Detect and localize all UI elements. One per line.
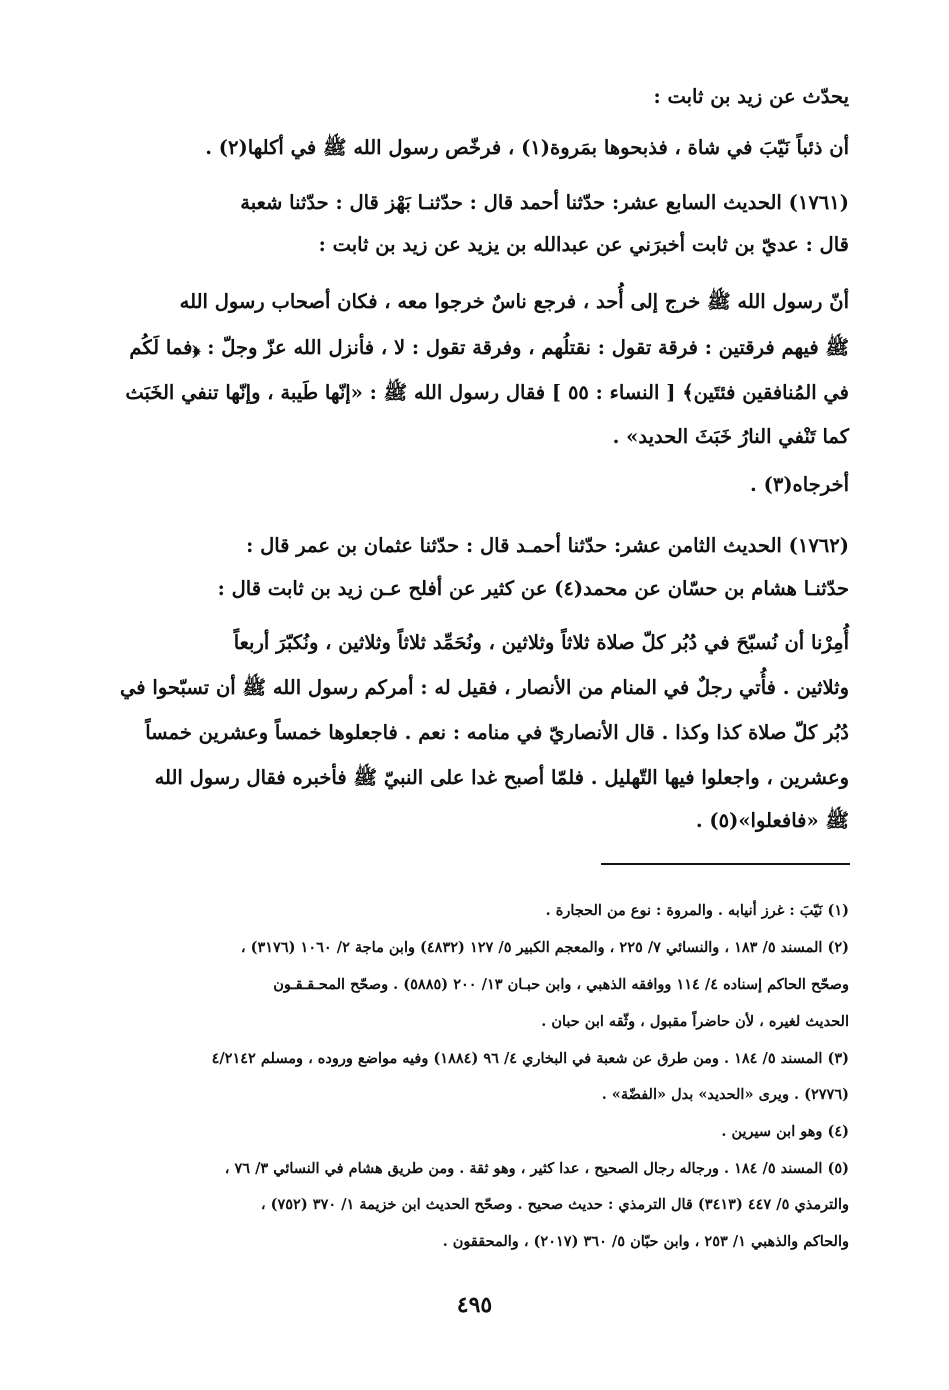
hadith-number: (١٧٦١) bbox=[788, 191, 849, 214]
hadith-1761-matn: في المُنافقين فئتَين﴾ [ النساء : ٥٥ ] فقال رسول الله ﷺ : «إنّها طَيبة ، وإنّها تنفي الخَبَث bbox=[125, 381, 849, 404]
hadith-1762-matn: وعشرين ، واجعلوا فيها التّهليل . فلمّا أصبح غدا على النبيّ ﷺ فأخبره فقال رسول الله bbox=[154, 766, 849, 789]
footnote-separator bbox=[601, 863, 850, 865]
hadith-1762-matn: ﷺ «فافعلوا»(٥) . bbox=[695, 809, 849, 832]
hadith-1760-text: أن ذئباً نَيّبَ في شاة ، فذبحوها بمَروة(١) ، فرخّص رسول الله ﷺ في أكلها(٢) . bbox=[205, 136, 849, 159]
hadith-1761-heading bbox=[240, 188, 849, 218]
hadith-1762-matn: أُمِرْنا أن نُسبّحَ في دُبُر كلّ صلاة ثلاثاً وثلاثين ، ونُحَمِّد ثلاثاً وثلاثين ، ونُكبّرَ أربعاً bbox=[233, 631, 849, 654]
isnad-text: حدّثنا أحمد قال : حدّثنـا بَهْز قال : حدّثنا شعبة bbox=[240, 191, 606, 214]
footnote-line: وصحّح الحاكم إسناده ٤/ ١١٤ ووافقه الذهبي ، وابن حبـان ١٣/ ٢٠٠ (٥٨٨٥) . وصحّح المحـقـقـون bbox=[273, 976, 849, 993]
hadith-1761-matn: كما تَنْفي النارُ خَبَثَ الحديد» . bbox=[612, 425, 849, 448]
hadith-1761-isnad: قال : عديّ بن ثابت أخبرَني عن عبدالله بن يزيد عن زيد بن ثابت : bbox=[318, 233, 849, 256]
hadith-title: الحديث السابع عشر: bbox=[612, 191, 782, 214]
hadith-title: الحديث الثامن عشر: bbox=[614, 534, 782, 557]
hadith-1761-takhrij: أخرجاه(٣) . bbox=[750, 473, 849, 496]
hadith-1762-matn: وثلاثين . فأُتي رجلٌ في المنام من الأنصار ، فقيل له : أمركم رسول الله ﷺ أن تسبّحوا في bbox=[120, 676, 849, 699]
hadith-1762-isnad: حدّثنـا هشام بن حسّان عن محمد(٤) عن كثير عن أفلح عـن زيد بن ثابت قال : bbox=[217, 577, 849, 600]
page-number: ٤٩٥ bbox=[456, 1292, 493, 1318]
hadith-number: (١٧٦٢) bbox=[788, 534, 849, 557]
hadith-1762-heading bbox=[246, 531, 849, 561]
isnad-text: حدّثنا أحمـد قال : حدّثنا عثمان بن عمر قال : bbox=[246, 534, 608, 557]
hadith-1762-matn: دُبُر كلّ صلاة كذا وكذا . قال الأنصاريّ في منامه : نعم . فاجعلوها خمساً وعشرين خمساً bbox=[145, 721, 849, 744]
footnote-line: (٢٧٧٦) . ويرى «الحديد» بدل «الفضّة» . bbox=[601, 1086, 849, 1103]
footnote-line: (٢) المسند ٥/ ١٨٣ ، والنسائي ٧/ ٢٢٥ ، والمعجم الكبير ٥/ ١٢٧ (٤٨٣٢) وابن ماجة ٢/ ١٠٦٠ (٣١٧٦) ، bbox=[240, 939, 849, 956]
hadith-1761-matn: ﷺ فيهم فرقتين : فرقة تقول : نقتلُهم ، وفرقة تقول : لا ، فأنزل الله عزّ وجلّ : ﴿فما لَكُم bbox=[129, 336, 849, 359]
footnote-line: (١) نَيّبَ : غرز أنيابه . والمروة : نوع من الحجارة . bbox=[545, 902, 849, 919]
footnote-line: (٥) المسند ٥/ ١٨٤ . ورجاله رجال الصحيح ، عدا كثير ، وهو ثقة . ومن طريق هشام في النسائي ٣/ ٧٦ ، bbox=[224, 1160, 849, 1177]
hadith-1761-matn: أنّ رسول الله ﷺ خرج إلى أُحد ، فرجع ناسٌ خرجوا معه ، فكان أصحاب رسول الله bbox=[179, 290, 849, 313]
intro-line: يحدّث عن زيد بن ثابت : bbox=[653, 85, 849, 108]
footnote-line: والترمذي ٥/ ٤٤٧ (٣٤١٣) قال الترمذي : حديث صحيح . وصحّح الحديث ابن خزيمة ١/ ٣٧٠ (٧٥٢) ، bbox=[260, 1196, 849, 1213]
footnote-line: (٣) المسند ٥/ ١٨٤ . ومن طرق عن شعبة في البخاري ٤/ ٩٦ (١٨٨٤) وفيه مواضع وروده ، ومسلم ٤/٢١٤٢ bbox=[211, 1050, 849, 1067]
footnote-line: والحاكم والذهبي ١/ ٢٥٣ ، وابن حبّان ٥/ ٣٦٠ (٢٠١٧) ، والمحققون . bbox=[442, 1233, 849, 1250]
footnote-line: (٤) وهو ابن سيرين . bbox=[721, 1123, 849, 1140]
footnote-line: الحديث لغيره ، لأن حاضراً مقبول ، وثّقه ابن حبان . bbox=[541, 1013, 849, 1030]
